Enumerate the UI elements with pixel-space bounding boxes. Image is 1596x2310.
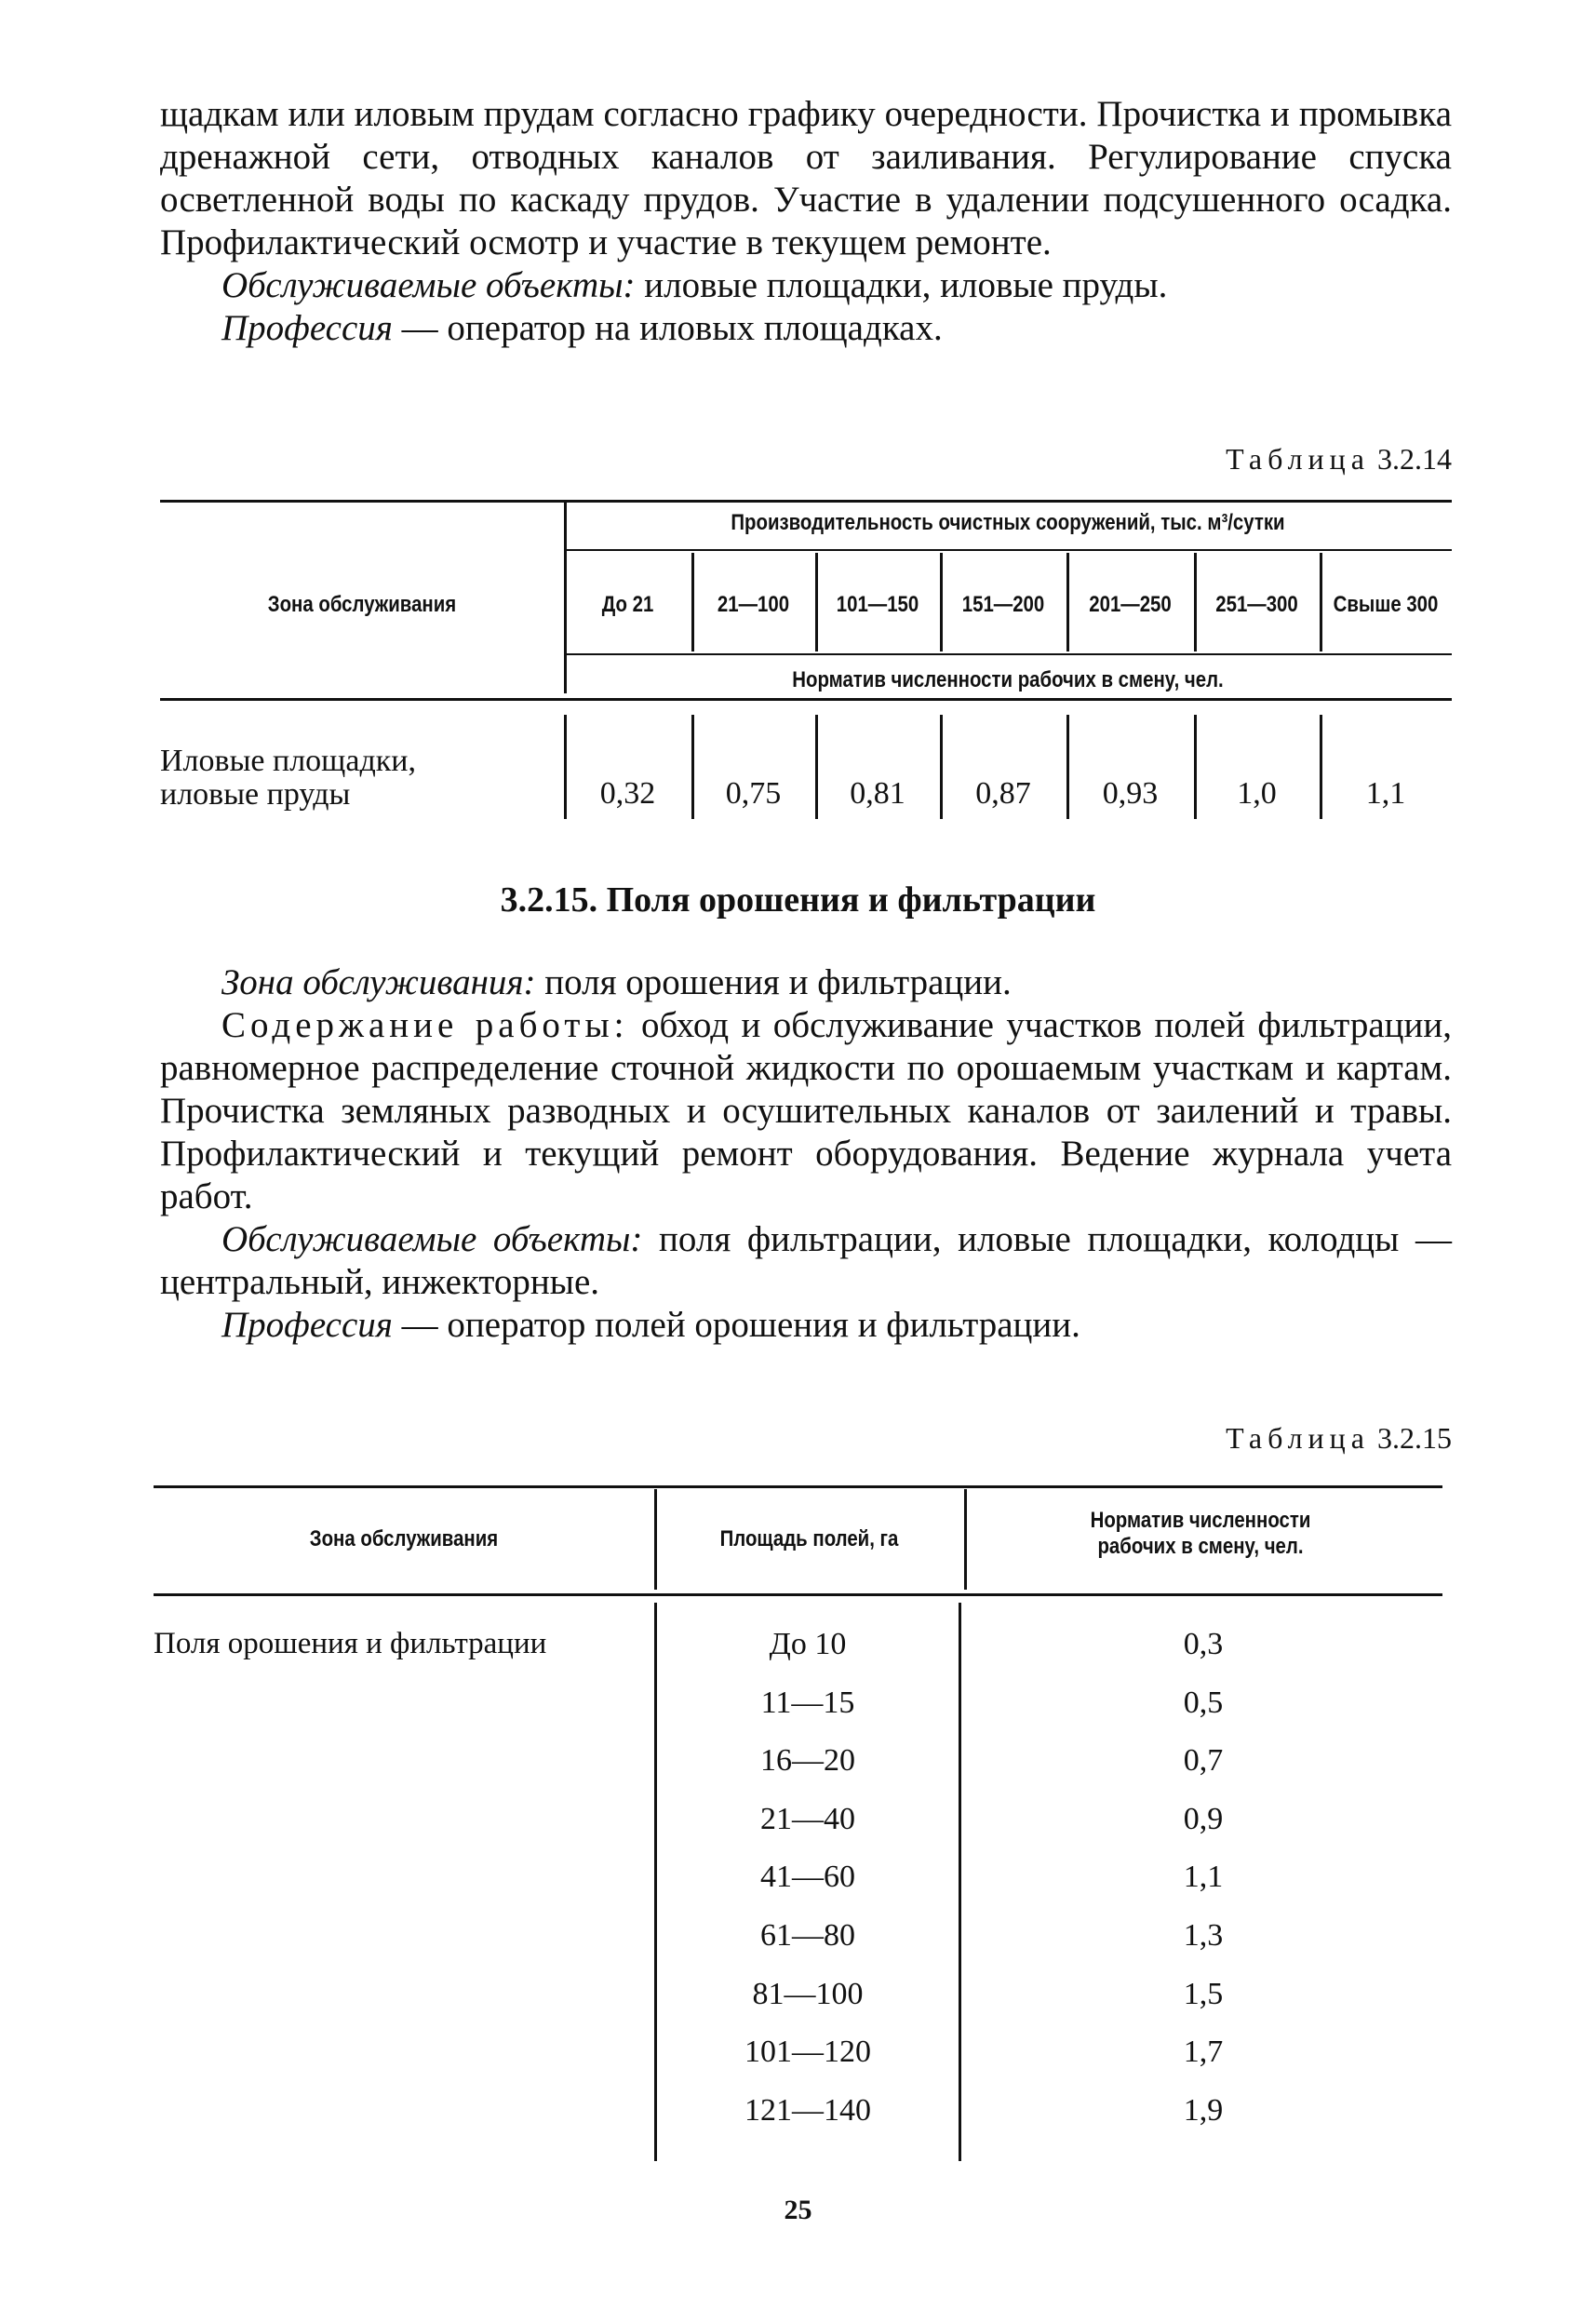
norm-cell: 1,9: [1183, 2092, 1224, 2128]
norm-cell: 1,1: [1183, 1860, 1224, 1895]
table2-caption: [1226, 1421, 1452, 1456]
zone-cell: Поля орошения и фильтрации: [154, 1627, 547, 1660]
profession-line: [160, 1304, 1452, 1347]
area-cell: 11—15: [760, 1685, 855, 1720]
profession-text: — оператор на иловых площадках.: [392, 308, 943, 348]
zone-line: [160, 961, 1452, 1004]
zone-header: Зона обслуживания: [267, 592, 457, 617]
norm-cell: 1,3: [1183, 1918, 1224, 1953]
value-cell: 0,93: [1102, 776, 1159, 811]
column-header: Свыше 300: [1333, 592, 1439, 617]
intro-profession: [160, 307, 1452, 350]
section-heading: 3.2.15. Поля орошения и фильтрации: [500, 880, 1096, 920]
norm-cell: 1,5: [1183, 1976, 1224, 2011]
zone-label: Зона обслуживания:: [221, 962, 536, 1002]
column-header: 151—200: [961, 592, 1045, 617]
area-cell: До 10: [769, 1627, 847, 1661]
value-cell: 1,0: [1237, 776, 1277, 811]
caption-word: Таблица: [1226, 1421, 1370, 1455]
intro-text: [160, 93, 1452, 350]
value-cell: 0,32: [599, 776, 656, 811]
value-cell: 0,81: [850, 776, 905, 811]
table1-caption: [1226, 442, 1452, 477]
objects-line: [160, 1218, 1452, 1304]
profession-text: — оператор полей орошения и фильтрации.: [392, 1305, 1080, 1345]
area-header: Площадь полей, га: [719, 1526, 899, 1551]
norm-header: Норматив численности рабочих в смену, чел.: [792, 667, 1224, 692]
area-cell: 16—20: [760, 1743, 855, 1779]
norm-header: Норматив численности рабочих в смену, чел.: [1090, 1508, 1311, 1559]
column-header: 251—300: [1215, 592, 1298, 617]
area-cell: 21—40: [760, 1801, 855, 1836]
row-label: Иловые площадки, иловые пруды: [160, 744, 416, 812]
norm-cell: 0,5: [1183, 1685, 1224, 1720]
area-cell: 81—100: [752, 1976, 864, 2011]
objects-text: иловые площадки, иловые пруды.: [635, 265, 1168, 305]
objects-text: поля фильтрации, иловые площадки, колодцы — центральный, инжекторные.: [160, 1219, 1452, 1302]
objects-label: Обслуживаемые объекты:: [221, 1219, 643, 1259]
zone-header: Зона обслуживания: [309, 1526, 499, 1551]
zone-text: поля орошения и фильтрации.: [535, 962, 1012, 1002]
caption-word: Таблица: [1226, 442, 1370, 476]
caption-number: 3.2.14: [1377, 442, 1452, 476]
content-text: обход и обслуживание участков полей фильтрации, равномерное распределение сточной жидкости по орошаемым участкам и картам. Прочистка земляных разводных и осушительных каналов от заилений и травы. Профилактический и текущий ремонт оборудования. Ведение журнала учета работ.: [160, 1005, 1452, 1216]
column-header: 21—100: [717, 592, 790, 617]
section-text: [160, 961, 1452, 1347]
value-cell: 0,87: [975, 776, 1031, 811]
capacity-header: Производительность очистных сооружений, тыс. м³/сутки: [731, 510, 1285, 535]
caption-number: 3.2.15: [1377, 1421, 1452, 1455]
content-label: Содержание работы:: [221, 1005, 629, 1045]
norm-cell: 0,3: [1183, 1627, 1224, 1661]
area-cell: 101—120: [744, 2035, 871, 2070]
value-cell: 0,75: [725, 776, 782, 811]
profession-label: Профессия: [221, 308, 393, 348]
area-cell: 61—80: [760, 1918, 855, 1953]
norm-cell: 1,7: [1183, 2035, 1224, 2070]
content-line: [160, 1004, 1452, 1218]
area-cell: 121—140: [744, 2092, 871, 2128]
value-cell: 1,1: [1365, 776, 1406, 811]
column-header: 201—250: [1089, 592, 1172, 617]
page-number: 25: [784, 2195, 812, 2225]
intro-paragraph: щадкам или иловым прудам согласно графику очередности. Прочистка и промывка дренажной сети, отводных каналов от заиливания. Регулирование спуска осветленной воды по каскаду прудов. Участие в удалении подсушенного осадка. Профилактический осмотр и участие в текущем ремонте.: [160, 94, 1452, 262]
column-header: До 21: [601, 592, 654, 617]
norm-cell: 0,7: [1183, 1743, 1224, 1779]
norm-cell: 0,9: [1183, 1801, 1224, 1836]
objects-label: Обслуживаемые объекты:: [221, 265, 636, 305]
profession-label: Профессия: [221, 1305, 393, 1345]
area-cell: 41—60: [760, 1860, 855, 1895]
intro-objects: [160, 264, 1452, 307]
column-header: 101—150: [836, 592, 919, 617]
